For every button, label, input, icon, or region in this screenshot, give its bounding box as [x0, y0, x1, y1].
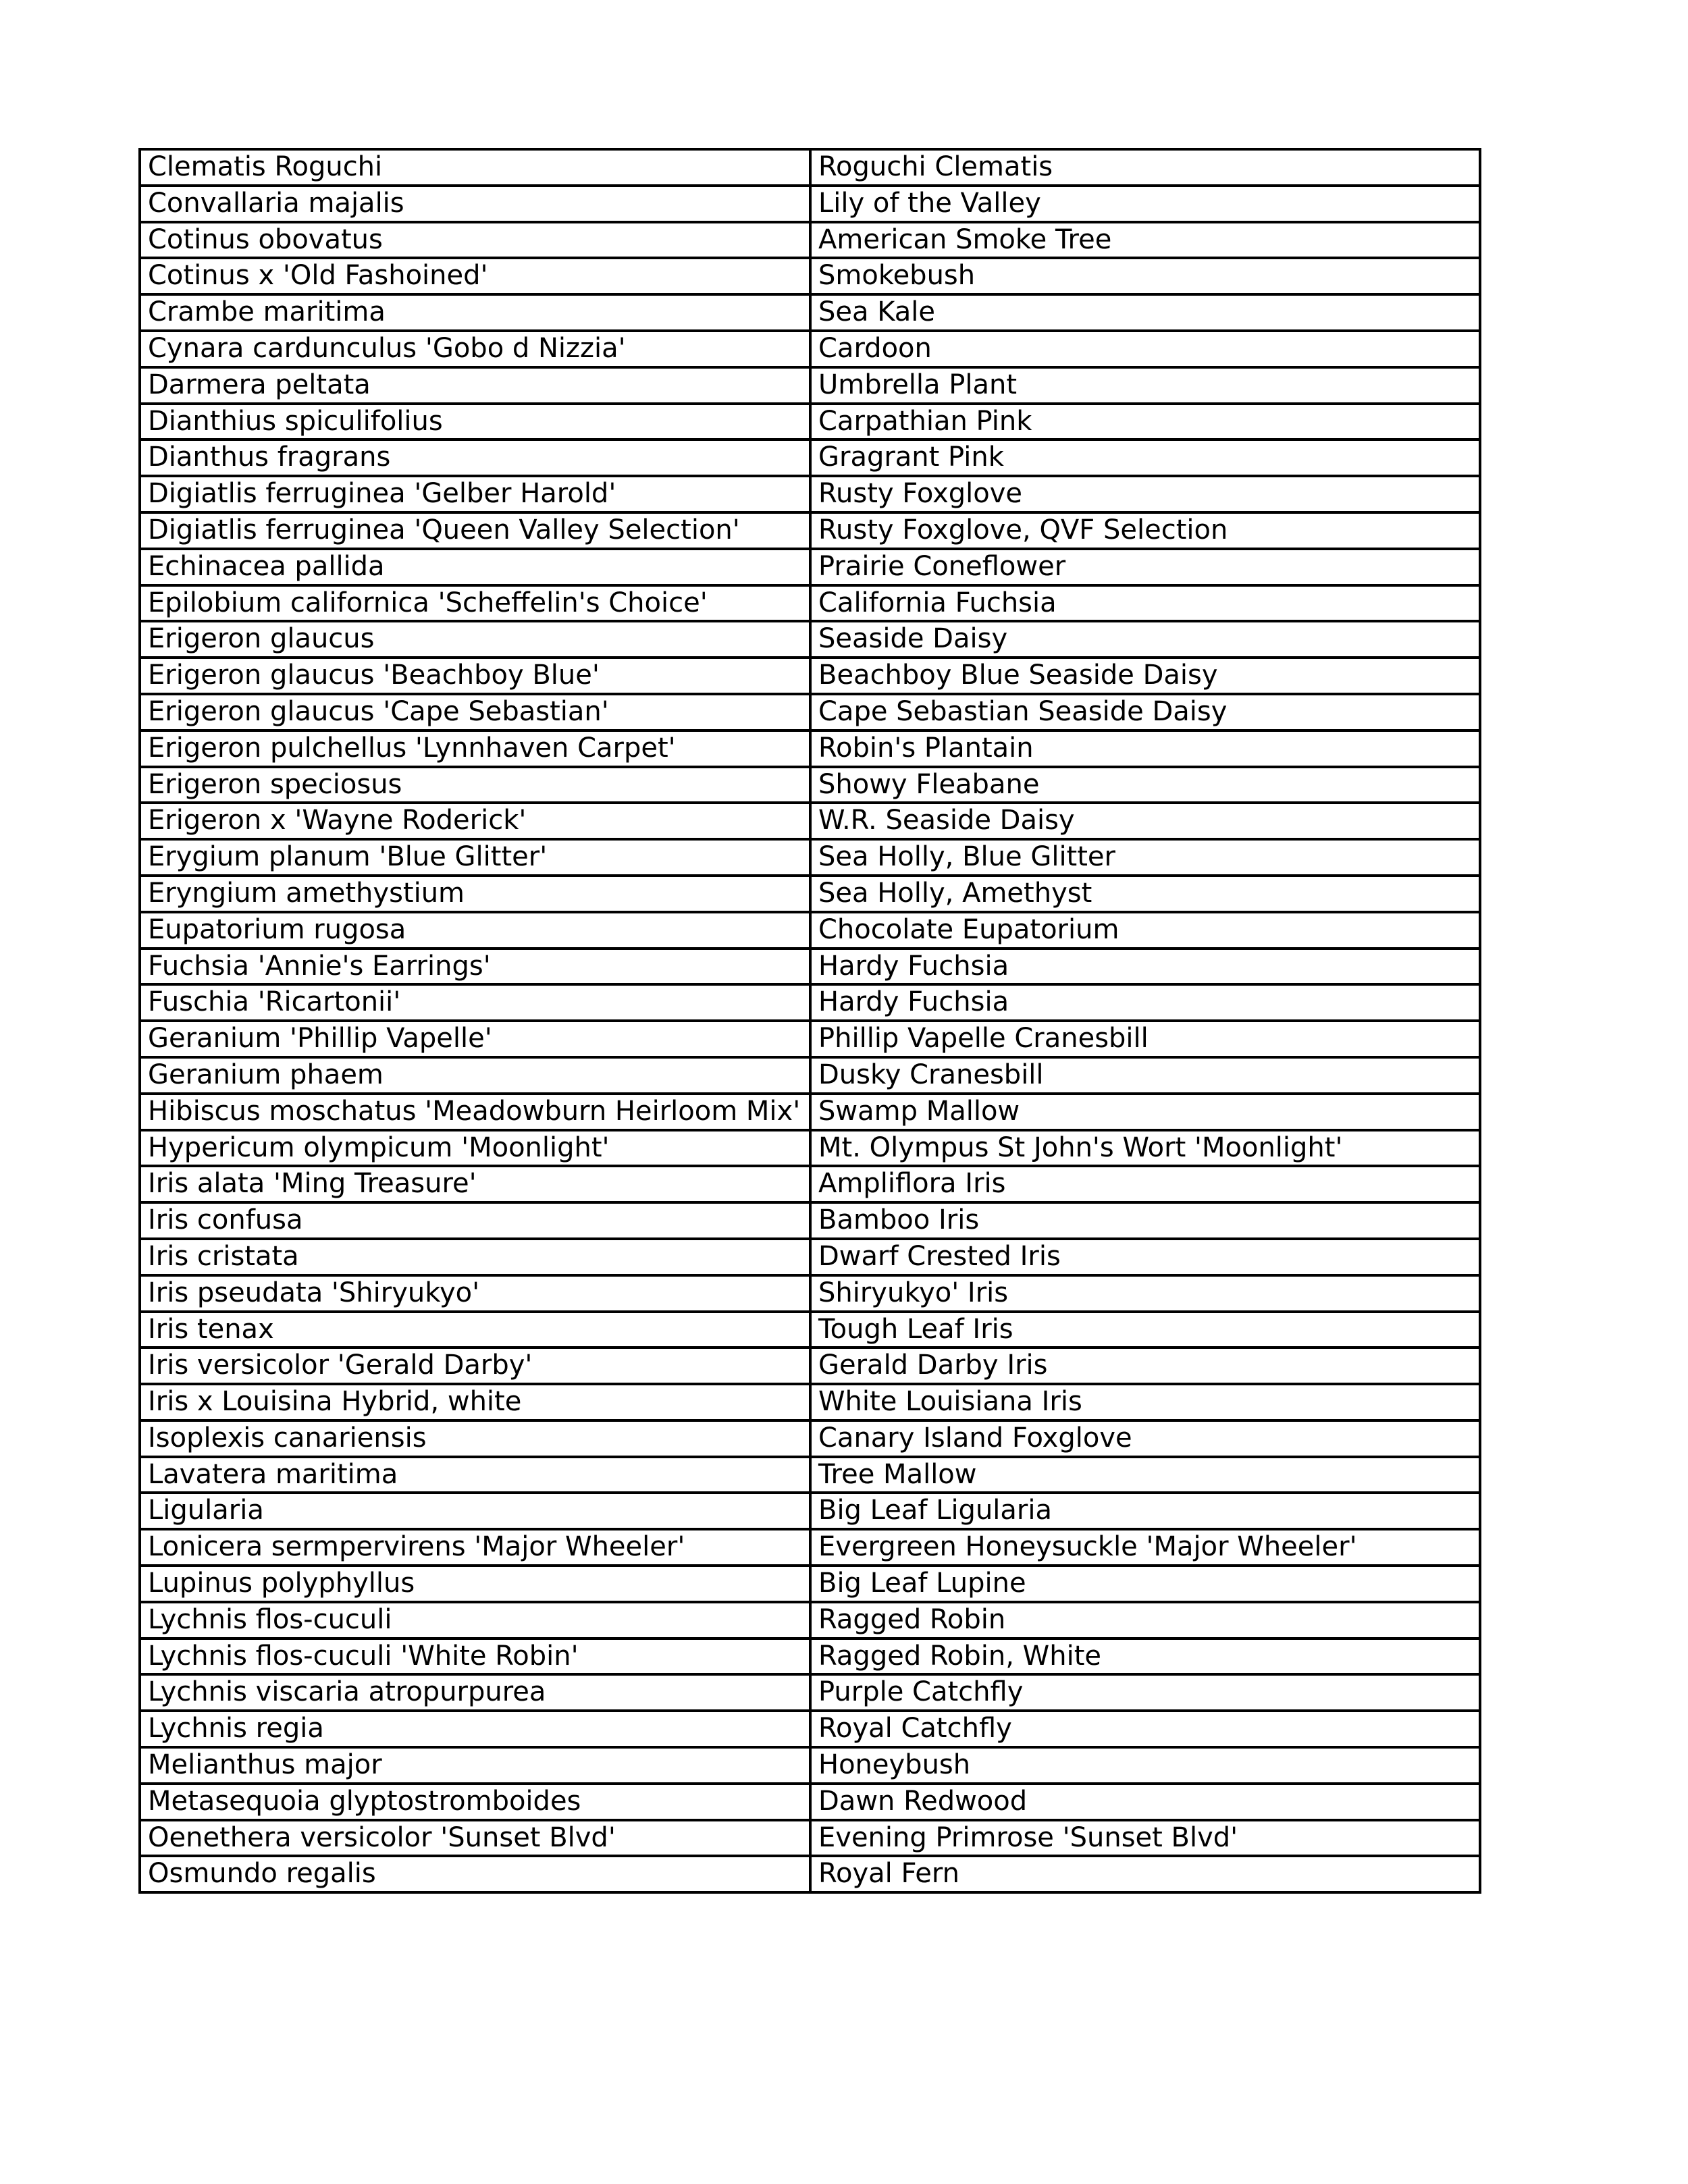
botanical-name-cell: Hypericum olympicum 'Moonlight': [140, 1130, 810, 1167]
table-row: [140, 876, 1480, 912]
common-name-cell: Rusty Foxglove: [810, 476, 1480, 512]
table-row: [140, 1166, 1480, 1202]
botanical-name-cell: Dianthus fragrans: [140, 440, 810, 476]
table-row: [140, 1094, 1480, 1130]
botanical-name-cell: Eupatorium rugosa: [140, 912, 810, 949]
botanical-name-cell: Fuschia 'Ricartonii': [140, 984, 810, 1021]
common-name-cell: Hardy Fuchsia: [810, 984, 1480, 1021]
botanical-name-cell: Geranium phaem: [140, 1057, 810, 1094]
botanical-name-cell: Convallaria majalis: [140, 186, 810, 222]
botanical-name-cell: Cotinus x 'Old Fashoined': [140, 258, 810, 294]
botanical-name-cell: Iris cristata: [140, 1239, 810, 1275]
table-row: [140, 803, 1480, 839]
common-name-cell: Mt. Olympus St John's Wort 'Moonlight': [810, 1130, 1480, 1167]
table-row: [140, 1384, 1480, 1420]
common-name-cell: Beachboy Blue Seaside Daisy: [810, 658, 1480, 694]
botanical-name-cell: Isoplexis canariensis: [140, 1420, 810, 1457]
common-name-cell: Sea Holly, Amethyst: [810, 876, 1480, 912]
table-row: [140, 1566, 1480, 1602]
botanical-name-cell: Erigeron pulchellus 'Lynnhaven Carpet': [140, 730, 810, 767]
table-row: [140, 549, 1480, 585]
common-name-cell: Gerald Darby Iris: [810, 1348, 1480, 1384]
botanical-name-cell: Iris pseudata 'Shiryukyo': [140, 1275, 810, 1312]
botanical-name-cell: Oenethera versicolor 'Sunset Blvd': [140, 1820, 810, 1857]
table-row: [140, 1021, 1480, 1057]
botanical-name-cell: Lonicera sermpervirens 'Major Wheeler': [140, 1529, 810, 1566]
common-name-cell: Gragrant Pink: [810, 440, 1480, 476]
common-name-cell: Shiryukyo' Iris: [810, 1275, 1480, 1312]
table-row: [140, 984, 1480, 1021]
common-name-cell: Swamp Mallow: [810, 1094, 1480, 1130]
table-row: [140, 149, 1480, 186]
table-row: [140, 1130, 1480, 1167]
common-name-cell: Tough Leaf Iris: [810, 1312, 1480, 1348]
common-name-cell: Chocolate Eupatorium: [810, 912, 1480, 949]
botanical-name-cell: Cotinus obovatus: [140, 222, 810, 259]
botanical-name-cell: Lupinus polyphyllus: [140, 1566, 810, 1602]
common-name-cell: W.R. Seaside Daisy: [810, 803, 1480, 839]
botanical-name-cell: Osmundo regalis: [140, 1856, 810, 1892]
common-name-cell: Honeybush: [810, 1747, 1480, 1784]
botanical-name-cell: Erigeron speciosus: [140, 767, 810, 803]
table-row: [140, 476, 1480, 512]
table-row: [140, 1711, 1480, 1747]
common-name-cell: Bamboo Iris: [810, 1202, 1480, 1239]
table-row: [140, 258, 1480, 294]
table-row: [140, 1348, 1480, 1384]
table-row: [140, 1457, 1480, 1493]
botanical-name-cell: Iris versicolor 'Gerald Darby': [140, 1348, 810, 1384]
table-row: [140, 1275, 1480, 1312]
common-name-cell: American Smoke Tree: [810, 222, 1480, 259]
table-row: [140, 730, 1480, 767]
common-name-cell: Roguchi Clematis: [810, 149, 1480, 186]
botanical-name-cell: Erigeron glaucus 'Cape Sebastian': [140, 694, 810, 730]
table-row: [140, 512, 1480, 549]
botanical-name-cell: Ligularia: [140, 1493, 810, 1529]
common-name-cell: Royal Catchfly: [810, 1711, 1480, 1747]
botanical-name-cell: Erigeron glaucus: [140, 621, 810, 658]
common-name-cell: Prairie Coneflower: [810, 549, 1480, 585]
table-row: [140, 949, 1480, 985]
botanical-name-cell: Melianthus major: [140, 1747, 810, 1784]
plant-table: [138, 148, 1481, 1894]
table-row: [140, 1529, 1480, 1566]
table-row: [140, 186, 1480, 222]
table-row: [140, 367, 1480, 404]
common-name-cell: Dusky Cranesbill: [810, 1057, 1480, 1094]
table-row: [140, 1239, 1480, 1275]
botanical-name-cell: Lychnis flos-cuculi 'White Robin': [140, 1639, 810, 1675]
botanical-name-cell: Iris confusa: [140, 1202, 810, 1239]
table-row: [140, 658, 1480, 694]
table-row: [140, 1820, 1480, 1857]
common-name-cell: Sea Holly, Blue Glitter: [810, 839, 1480, 876]
common-name-cell: White Louisiana Iris: [810, 1384, 1480, 1420]
common-name-cell: Showy Fleabane: [810, 767, 1480, 803]
table-row: [140, 1202, 1480, 1239]
common-name-cell: Canary Island Foxglove: [810, 1420, 1480, 1457]
table-row: [140, 839, 1480, 876]
table-row: [140, 1747, 1480, 1784]
table-row: [140, 585, 1480, 622]
common-name-cell: Hardy Fuchsia: [810, 949, 1480, 985]
table-row: [140, 331, 1480, 367]
common-name-cell: Evergreen Honeysuckle 'Major Wheeler': [810, 1529, 1480, 1566]
table-row: [140, 767, 1480, 803]
botanical-name-cell: Erygium planum 'Blue Glitter': [140, 839, 810, 876]
botanical-name-cell: Iris alata 'Ming Treasure': [140, 1166, 810, 1202]
common-name-cell: Rusty Foxglove, QVF Selection: [810, 512, 1480, 549]
common-name-cell: Robin's Plantain: [810, 730, 1480, 767]
common-name-cell: Carpathian Pink: [810, 404, 1480, 440]
common-name-cell: Purple Catchfly: [810, 1674, 1480, 1711]
common-name-cell: Sea Kale: [810, 294, 1480, 331]
common-name-cell: Seaside Daisy: [810, 621, 1480, 658]
botanical-name-cell: Lychnis regia: [140, 1711, 810, 1747]
botanical-name-cell: Lychnis flos-cuculi: [140, 1602, 810, 1639]
common-name-cell: Tree Mallow: [810, 1457, 1480, 1493]
table-row: [140, 912, 1480, 949]
table-row: [140, 222, 1480, 259]
common-name-cell: Big Leaf Ligularia: [810, 1493, 1480, 1529]
botanical-name-cell: Iris x Louisina Hybrid, white: [140, 1384, 810, 1420]
botanical-name-cell: Clematis Roguchi: [140, 149, 810, 186]
common-name-cell: Cape Sebastian Seaside Daisy: [810, 694, 1480, 730]
botanical-name-cell: Cynara cardunculus 'Gobo d Nizzia': [140, 331, 810, 367]
botanical-name-cell: Metasequoia glyptostromboides: [140, 1784, 810, 1820]
table-row: [140, 404, 1480, 440]
common-name-cell: Ragged Robin, White: [810, 1639, 1480, 1675]
botanical-name-cell: Iris tenax: [140, 1312, 810, 1348]
table-row: [140, 1420, 1480, 1457]
common-name-cell: Ragged Robin: [810, 1602, 1480, 1639]
table-row: [140, 1674, 1480, 1711]
botanical-name-cell: Hibiscus moschatus 'Meadowburn Heirloom Mix': [140, 1094, 810, 1130]
table-row: [140, 1493, 1480, 1529]
botanical-name-cell: Epilobium californica 'Scheffelin's Choice': [140, 585, 810, 622]
botanical-name-cell: Fuchsia 'Annie's Earrings': [140, 949, 810, 985]
plant-table-body: [140, 149, 1480, 1892]
table-row: [140, 440, 1480, 476]
botanical-name-cell: Erigeron x 'Wayne Roderick': [140, 803, 810, 839]
common-name-cell: California Fuchsia: [810, 585, 1480, 622]
common-name-cell: Dwarf Crested Iris: [810, 1239, 1480, 1275]
common-name-cell: Ampliflora Iris: [810, 1166, 1480, 1202]
botanical-name-cell: Crambe maritima: [140, 294, 810, 331]
table-row: [140, 1784, 1480, 1820]
common-name-cell: Dawn Redwood: [810, 1784, 1480, 1820]
common-name-cell: Lily of the Valley: [810, 186, 1480, 222]
common-name-cell: Big Leaf Lupine: [810, 1566, 1480, 1602]
botanical-name-cell: Erigeron glaucus 'Beachboy Blue': [140, 658, 810, 694]
table-row: [140, 694, 1480, 730]
table-row: [140, 1639, 1480, 1675]
common-name-cell: Phillip Vapelle Cranesbill: [810, 1021, 1480, 1057]
table-row: [140, 1856, 1480, 1892]
table-row: [140, 1057, 1480, 1094]
common-name-cell: Umbrella Plant: [810, 367, 1480, 404]
botanical-name-cell: Digiatlis ferruginea 'Queen Valley Selection': [140, 512, 810, 549]
botanical-name-cell: Echinacea pallida: [140, 549, 810, 585]
common-name-cell: Evening Primrose 'Sunset Blvd': [810, 1820, 1480, 1857]
table-row: [140, 621, 1480, 658]
botanical-name-cell: Lavatera maritima: [140, 1457, 810, 1493]
table-row: [140, 294, 1480, 331]
botanical-name-cell: Eryngium amethystium: [140, 876, 810, 912]
table-row: [140, 1602, 1480, 1639]
common-name-cell: Cardoon: [810, 331, 1480, 367]
botanical-name-cell: Digiatlis ferruginea 'Gelber Harold': [140, 476, 810, 512]
table-row: [140, 1312, 1480, 1348]
botanical-name-cell: Geranium 'Phillip Vapelle': [140, 1021, 810, 1057]
botanical-name-cell: Lychnis viscaria atropurpurea: [140, 1674, 810, 1711]
botanical-name-cell: Darmera peltata: [140, 367, 810, 404]
botanical-name-cell: Dianthius spiculifolius: [140, 404, 810, 440]
common-name-cell: Smokebush: [810, 258, 1480, 294]
common-name-cell: Royal Fern: [810, 1856, 1480, 1892]
